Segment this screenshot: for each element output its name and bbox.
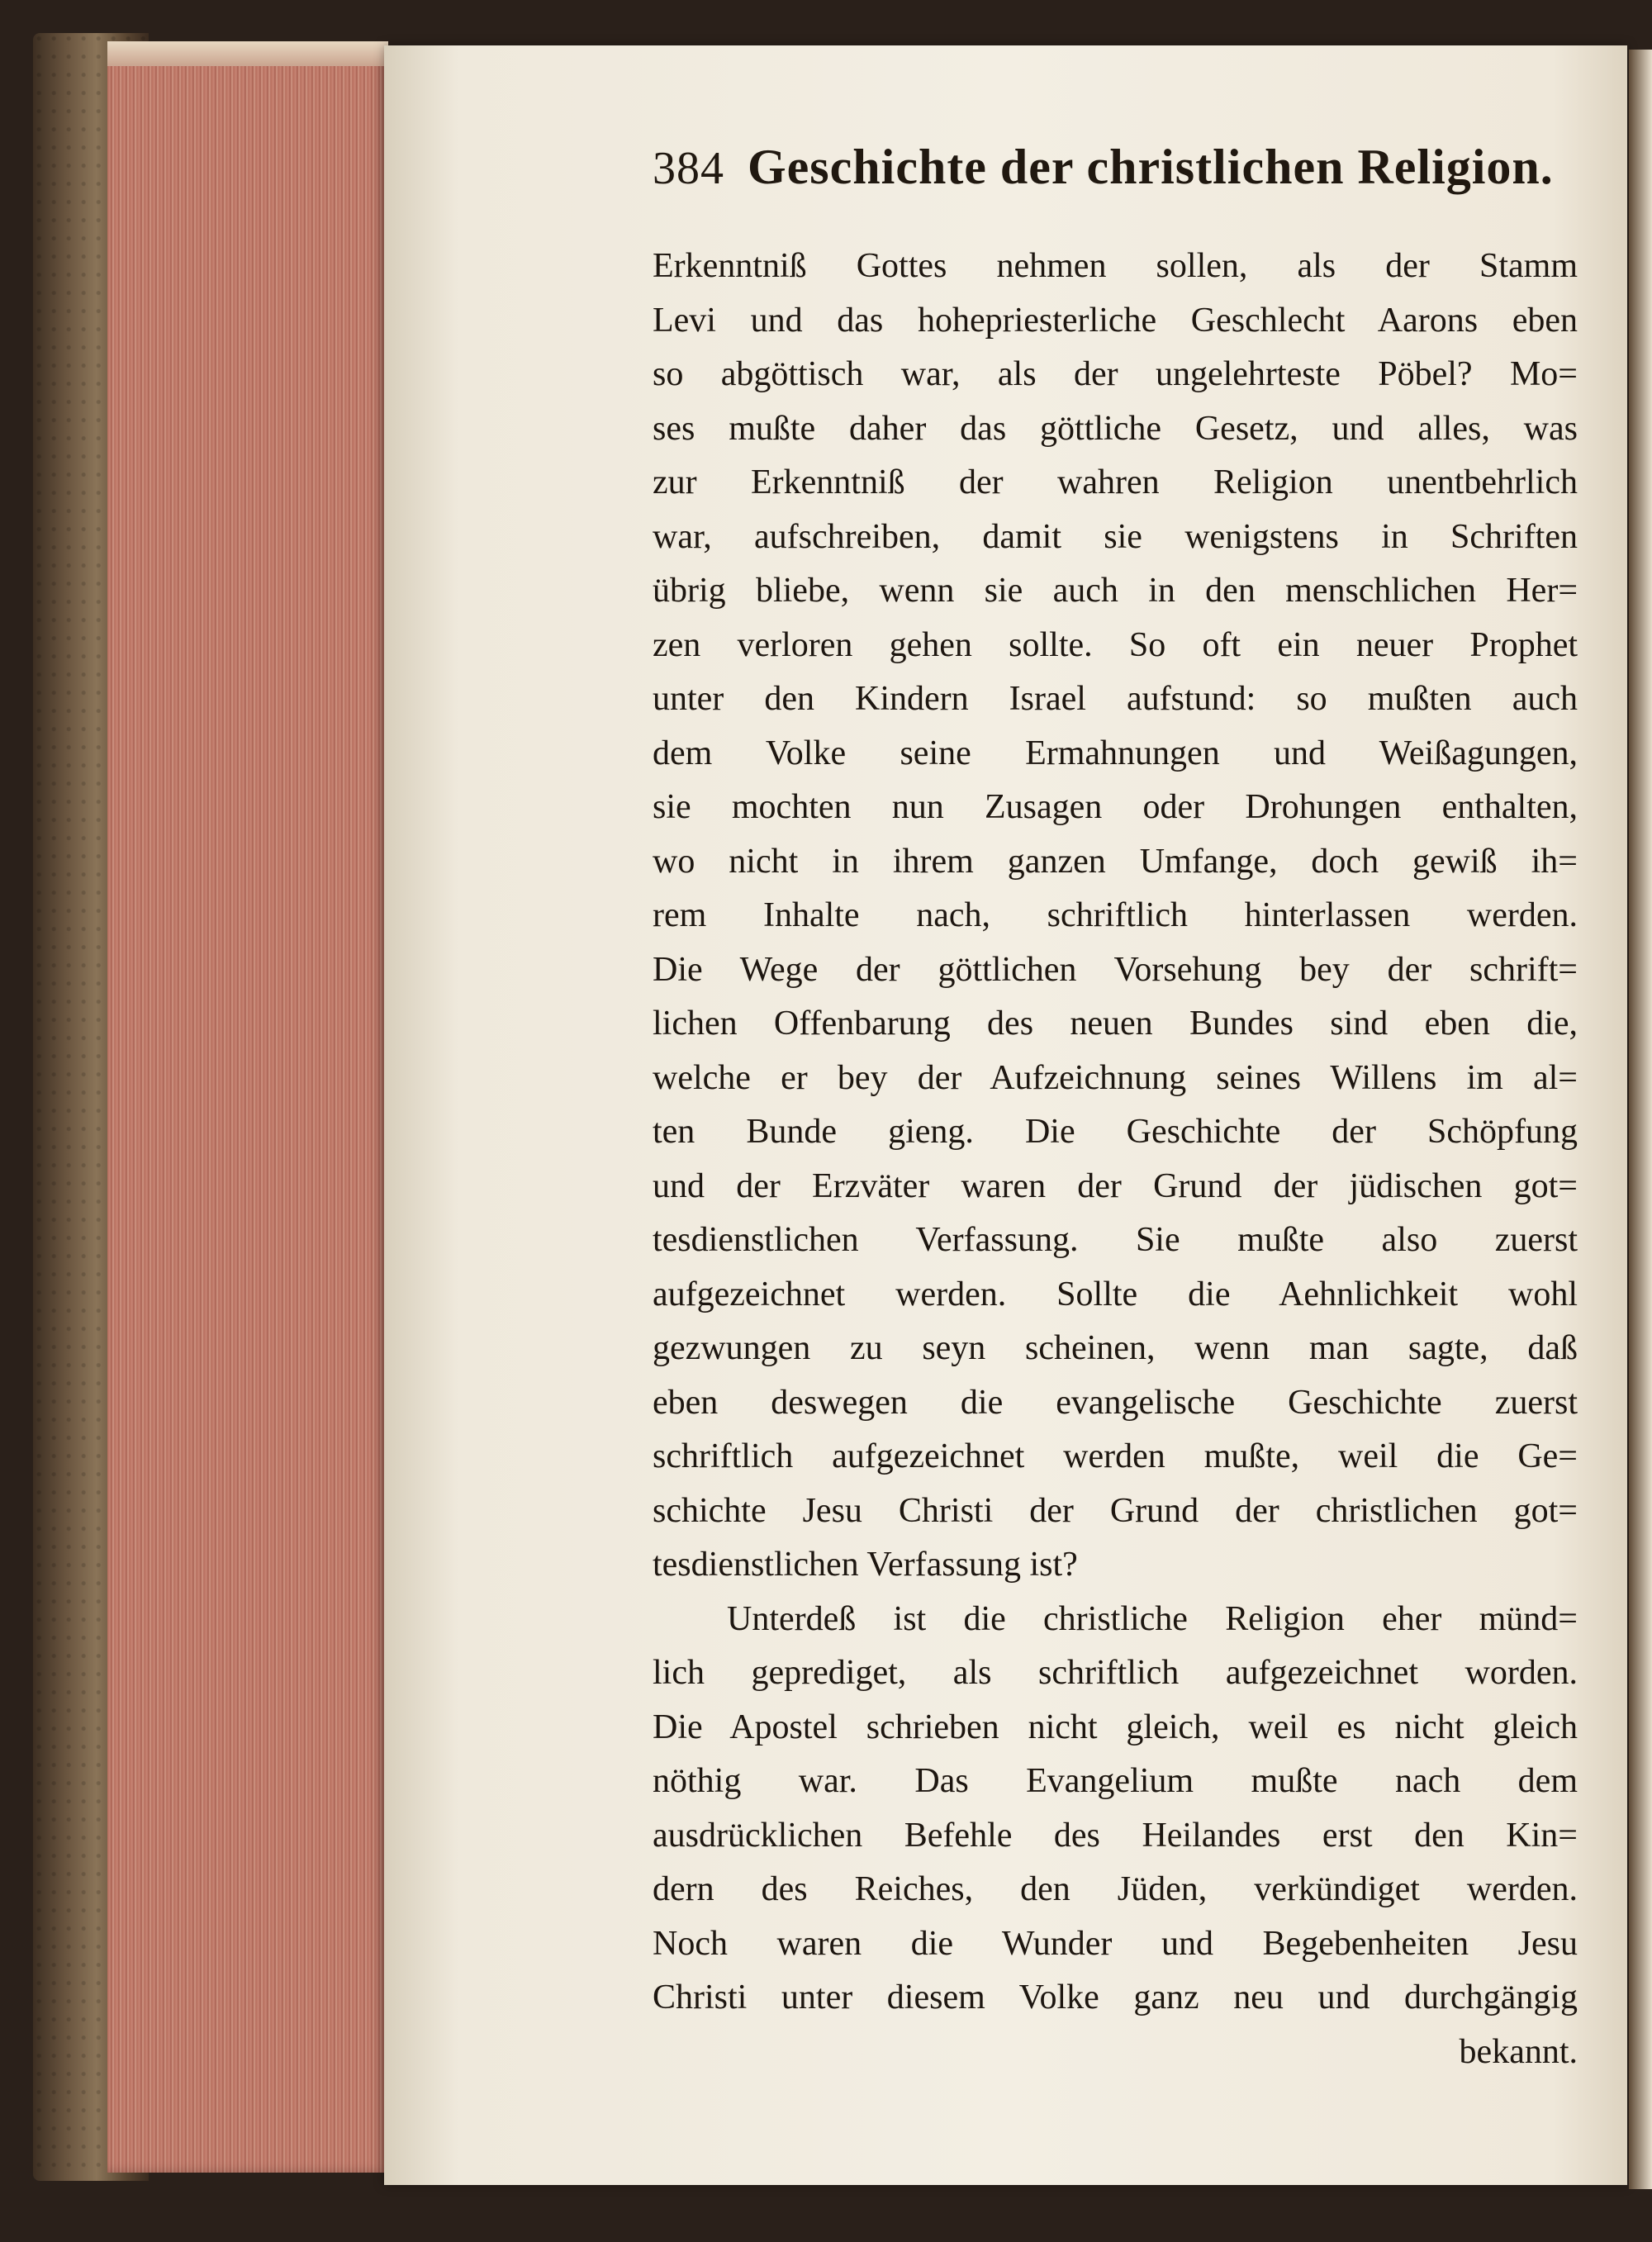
text-line: nöthig war. Das Evangelium mußte nach dem [653,1762,1578,1800]
text-line: und der Erzväter waren der Grund der jüdischen got= [653,1166,1578,1205]
text-line: eben deswegen die evangelische Geschichte zuerst [653,1383,1578,1422]
text-line: zen verloren gehen sollte. So oft ein neuer Prophet [653,625,1578,664]
text-line: so abgöttisch war, als der ungelehrteste Pöbel? Mo= [653,355,1578,393]
text-line: schriftlich aufgezeichnet werden mußte, weil die Ge= [653,1437,1578,1475]
text-line: Christi unter diesem Volke ganz neu und durchgängig [653,1978,1578,2016]
text-line: lichen Offenbarung des neuen Bundes sind eben die, [653,1005,1578,1043]
text-line: ausdrücklichen Befehle des Heilandes erst den Kin= [653,1816,1578,1855]
catchword: bekannt. [1459,2032,1578,2071]
text-line: war, aufschreiben, damit sie wenigstens in Schriften [653,517,1578,556]
text-line: Die Wege der göttlichen Vorsehung bey der schrift= [653,950,1578,989]
body-text [653,240,1578,2079]
text-line: sie mochten nun Zusagen oder Drohungen enthalten, [653,788,1578,826]
text-line: tesdienstlichen Verfassung. Sie mußte also zuerst [653,1221,1578,1259]
text-line: wo nicht in ihrem ganzen Umfange, doch gewiß ih= [653,842,1578,881]
text-line: tesdienstlichen Verfassung ist? [653,1546,1078,1584]
facing-page-edge [1629,50,1652,2189]
text-line: ses mußte daher das göttliche Gesetz, und alles, was [653,409,1578,448]
text-line: welche er bey der Aufzeichnung seines Willens im al= [653,1058,1578,1097]
paragraph-first-line: Unterdeß ist die christliche Religion eher münd= [727,1599,1578,1638]
text-line: schichte Jesu Christi der Grund der christlichen got= [653,1491,1578,1530]
text-line: Die Apostel schrieben nicht gleich, weil es nicht gleich [653,1708,1578,1746]
page-header [653,139,1578,213]
text-line: Levi und das hohepriesterliche Geschlecht Aarons eben [653,301,1578,340]
text-line: aufgezeichnet werden. Sollte die Aehnlichkeit wohl [653,1275,1578,1313]
text-line: gezwungen zu seyn scheinen, wenn man sagte, daß [653,1329,1578,1367]
text-line: unter den Kindern Israel aufstund: so mußten auch [653,680,1578,718]
text-line: übrig bliebe, wenn sie auch in den menschlichen Her= [653,572,1578,610]
text-line: Noch waren die Wunder und Begebenheiten Jesu [653,1924,1578,1963]
text-line: dern des Reiches, den Jüden, verkündiget werden. [653,1870,1578,1908]
text-line: rem Inhalte nach, schriftlich hinterlassen werden. [653,896,1578,934]
page-number: 384 [653,143,724,194]
text-line: dem Volke seine Ermahnungen und Weißagungen, [653,734,1578,772]
text-line: zur Erkenntniß der wahren Religion unentbehrlich [653,463,1578,501]
page-fore-edge [107,41,388,2173]
text-line: ten Bunde gieng. Die Geschichte der Schöpfung [653,1113,1578,1151]
text-line: Erkenntniß Gottes nehmen sollen, als der Stamm [653,247,1578,285]
text-line: lich geprediget, als schriftlich aufgezeichnet worden. [653,1654,1578,1692]
running-title: Geschichte der christlichen Religion. [748,140,1554,194]
